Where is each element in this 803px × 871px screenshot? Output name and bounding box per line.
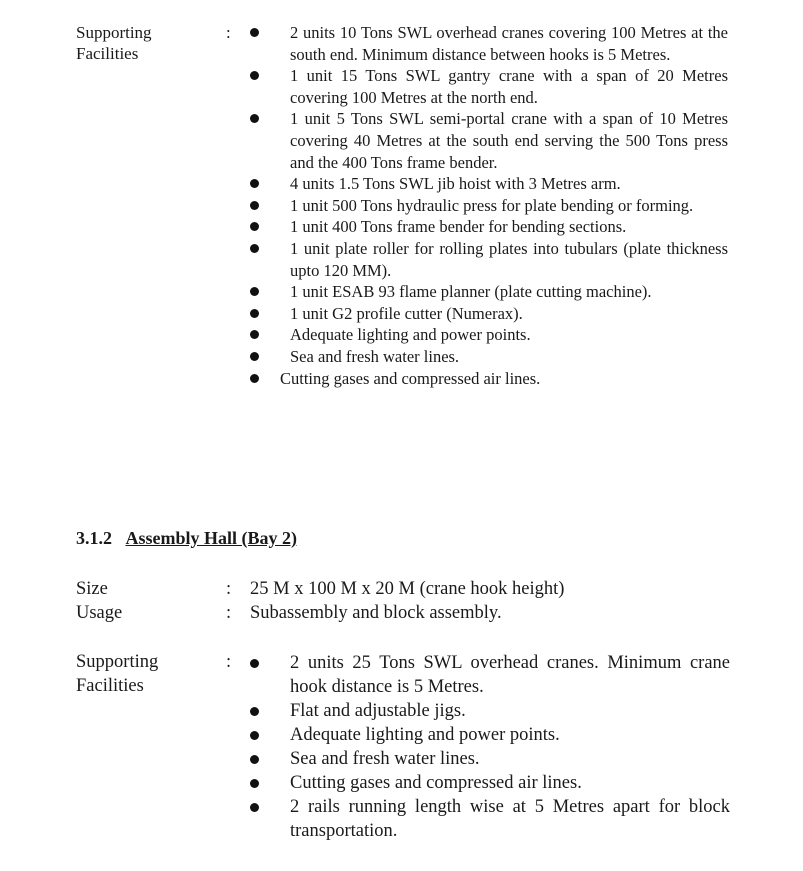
list-item: 4 units 1.5 Tons SWL jib hoist with 3 Metres arm. [248,173,728,195]
list-item: Adequate lighting and power points. [248,723,730,747]
list-item: 2 rails running length wise at 5 Metres apart for block transportation. [248,795,730,843]
facilities-list-1 [248,22,728,389]
facilities-list-2 [248,651,730,843]
label-colon: : [226,652,232,672]
list-item: 1 unit 400 Tons frame bender for bending sections. [248,216,728,238]
bullet-icon [250,244,259,253]
size-value: 25 M x 100 M x 20 M (crane hook height) [250,579,565,599]
list-item: Adequate lighting and power points. [248,324,728,346]
list-item: 1 unit plate roller for rolling plates into tubulars (plate thickness upto 120 MM). [248,238,728,281]
list-item: 1 unit ESAB 93 flame planner (plate cutting machine). [248,281,728,303]
label-line-supporting: Supporting [76,652,159,672]
list-item: 1 unit 500 Tons hydraulic press for plate bending or forming. [248,195,728,217]
bullet-icon [250,179,259,188]
label-line-facilities: Facilities [76,676,144,696]
supporting-facilities-label-2 [76,650,158,698]
bullet-icon [250,201,259,210]
bullet-icon [250,287,259,296]
bullet-icon [250,755,259,764]
label-colon: : [226,23,231,42]
bullet-icon [250,659,259,668]
section-title: Assembly Hall (Bay 2) [125,528,298,548]
usage-label: Usage [76,603,123,623]
bullet-icon [250,707,259,716]
bullet-icon [250,309,259,318]
label-line-facilities: Facilities [76,44,139,63]
size-colon: : [226,579,232,599]
list-item: 1 unit 15 Tons SWL gantry crane with a span of 20 Metres covering 100 Metres at the north end. [248,65,728,108]
list-item: Cutting gases and compressed air lines. [248,368,728,390]
bullet-icon [250,28,259,37]
bullet-icon [250,374,259,383]
list-item: Sea and fresh water lines. [248,747,730,771]
bullet-icon [250,779,259,788]
list-item: Flat and adjustable jigs. [248,699,730,723]
bullet-icon [250,803,259,812]
size-label: Size [76,579,108,599]
bullet-icon [250,330,259,339]
supporting-facilities-label-1 [76,22,152,64]
bullet-icon [250,222,259,231]
list-item: Sea and fresh water lines. [248,346,728,368]
list-item: Cutting gases and compressed air lines. [248,771,730,795]
bullet-icon [250,352,259,361]
bullet-icon [250,71,259,80]
list-item: 1 unit G2 profile cutter (Numerax). [248,303,728,325]
section-heading [76,528,297,549]
section-number: 3.1.2 [76,528,112,548]
label-line-supporting: Supporting [76,23,152,42]
bullet-icon [250,731,259,740]
list-item: 2 units 10 Tons SWL overhead cranes covering 100 Metres at the south end. Minimum distance between hooks is 5 Metres. [248,22,728,65]
list-item: 1 unit 5 Tons SWL semi-portal crane with a span of 10 Metres covering 40 Metres at the south end serving the 500 Tons press and the 400 Tons frame bender. [248,108,728,173]
list-item: 2 units 25 Tons SWL overhead cranes. Minimum crane hook distance is 5 Metres. [248,651,730,699]
usage-colon: : [226,603,232,623]
bullet-icon [250,114,259,123]
usage-value: Subassembly and block assembly. [250,603,502,623]
